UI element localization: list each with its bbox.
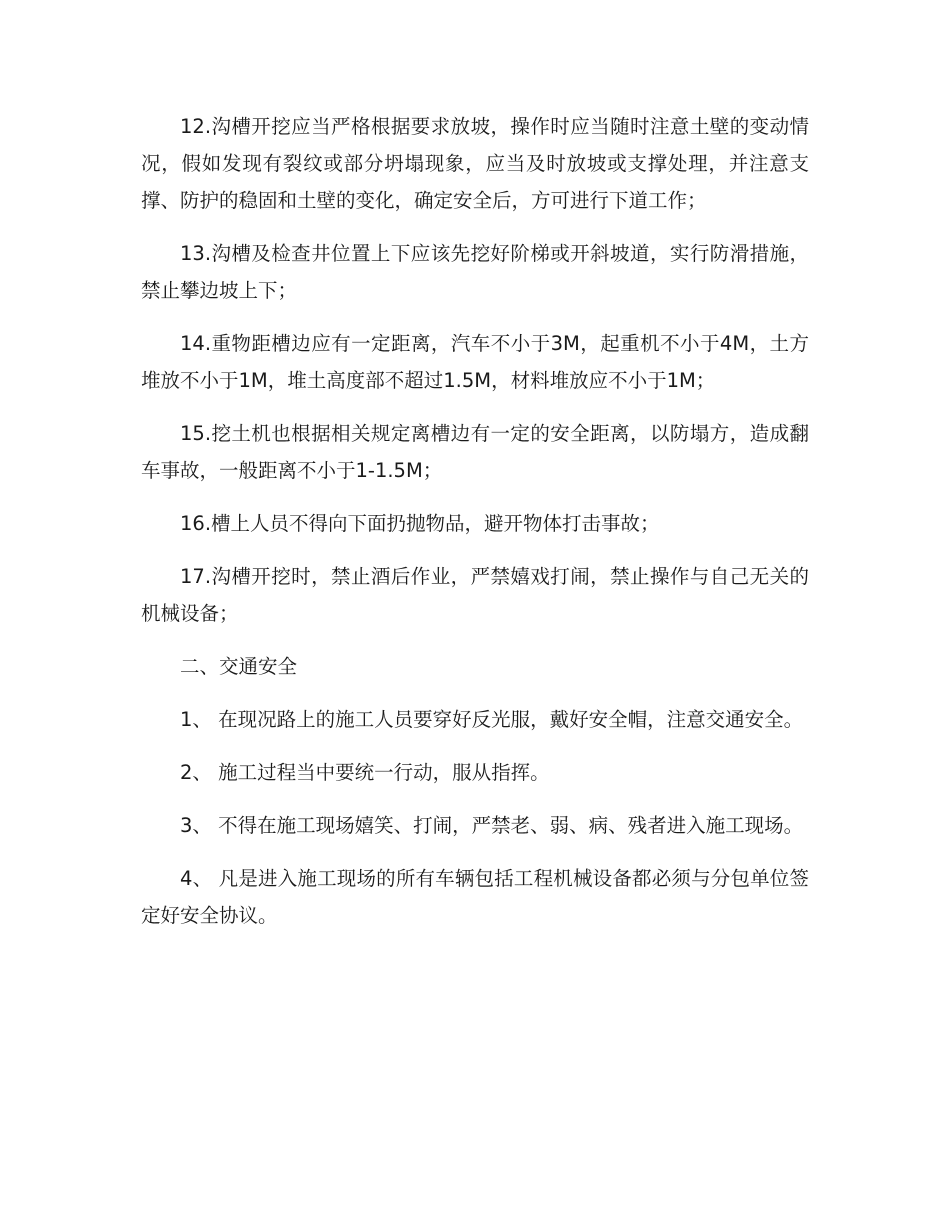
section-heading-traffic-safety: 二、交通安全 (180, 655, 298, 678)
paragraph-13: 13.沟槽及检查井位置上下应该先挖好阶梯或开斜坡道，实行防滑措施，禁止攀边坡上下； (141, 242, 809, 302)
paragraph-15: 15.挖土机也根据相关规定离槽边有一定的安全距离，以防塌方，造成翻车事故，一般距离不小于1-1.5M； (141, 422, 809, 482)
paragraph-14: 14.重物距槽边应有一定距离，汽车不小于3M，起重机不小于4M，土方堆放不小于1M，堆土高度部不超过1.5M，材料堆放应不小于1M； (141, 332, 809, 392)
paragraph-17: 17.沟槽开挖时，禁止酒后作业，严禁嬉戏打闹，禁止操作与自己无关的机械设备； (141, 565, 809, 625)
traffic-item-1: 1、 在现况路上的施工人员要穿好反光服，戴好安全帽，注意交通安全。 (180, 708, 804, 731)
traffic-item-4: 4、 凡是进入施工现场的所有车辆包括工程机械设备都必须与分包单位签定好安全协议。 (141, 867, 809, 927)
paragraph-16: 16.槽上人员不得向下面扔抛物品，避开物体打击事故； (180, 512, 660, 535)
paragraph-12: 12.沟槽开挖应当严格根据要求放坡，操作时应当随时注意土壁的变动情况，假如发现有裂纹或部分坍塌现象，应当及时放坡或支撑处理，并注意支撑、防护的稳固和土壁的变化，确定安全后，方可进行下道工作； (141, 115, 809, 212)
document-body (141, 108, 809, 950)
traffic-item-3: 3、 不得在施工现场嬉笑、打闹，严禁老、弱、病、残者进入施工现场。 (180, 814, 804, 837)
traffic-item-2: 2、 施工过程当中要统一行动，服从指挥。 (180, 761, 550, 784)
